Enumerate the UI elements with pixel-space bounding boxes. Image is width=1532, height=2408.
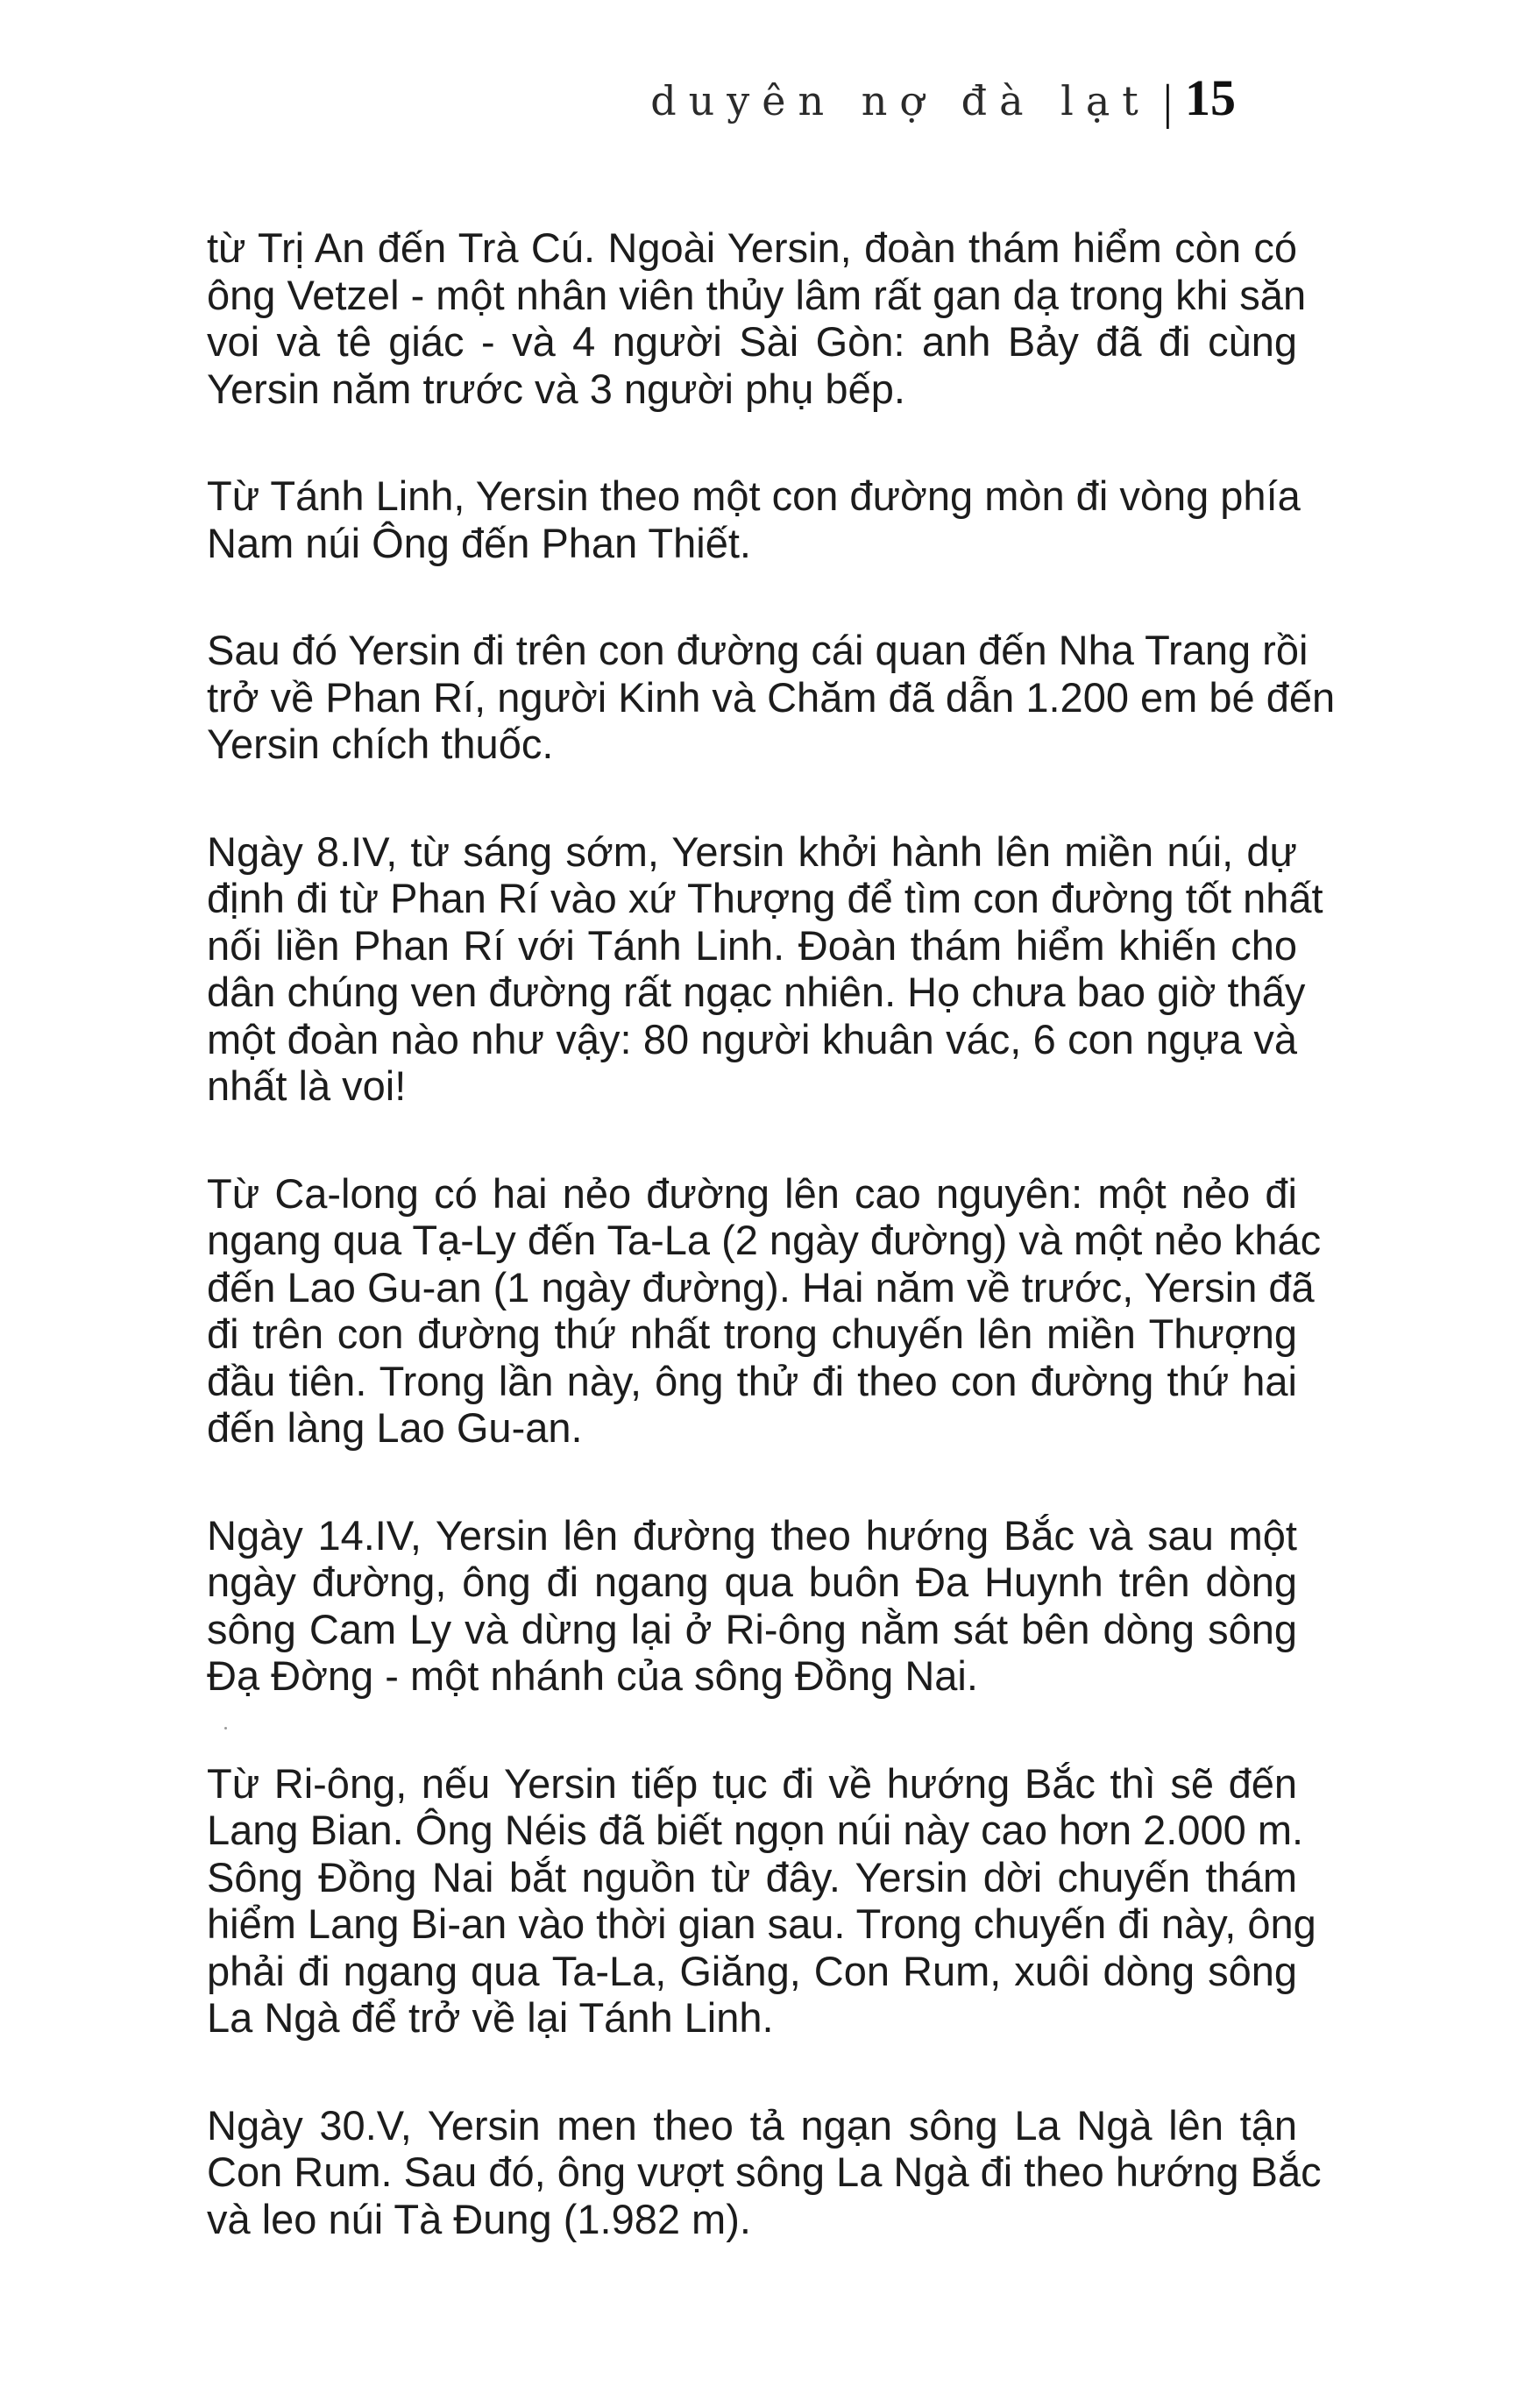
text-line: La Ngà để trở về lại Tánh Linh. <box>207 1994 774 2041</box>
text-line: trở về Phan Rí, người Kinh và Chăm đã dẫn 1.200 em bé đến <box>207 673 1336 721</box>
text-line: voi và tê giác - và 4 người Sài Gòn: anh Bảy đã đi cùng <box>207 318 1297 365</box>
text-line: ngang qua Tạ-Ly đến Ta-La (2 ngày đường) và một nẻo khác <box>207 1217 1322 1263</box>
text-line: Nam núi Ông đến Phan Thiết. <box>207 519 751 566</box>
text-line: ông Vetzel - một nhân viên thủy lâm rất gan dạ trong khi săn <box>207 271 1307 318</box>
paragraph-8 <box>207 2101 1322 2243</box>
text-line: Ngày 8.IV, từ sáng sớm, Yersin khởi hành lên miền núi, dự <box>207 828 1297 875</box>
paragraph-3 <box>207 627 1336 768</box>
text-line: hiểm Lang Bi-an vào thời gian sau. Trong chuyến đi này, ông <box>207 1900 1316 1947</box>
paragraph-5 <box>207 1169 1322 1452</box>
text-line: từ Trị An đến Trà Cú. Ngoài Yersin, đoàn thám hiểm còn có <box>207 224 1297 271</box>
text-line: nhất là voi! <box>207 1062 407 1109</box>
text-line: Yersin năm trước và 3 người phụ bếp. <box>207 365 905 412</box>
text-line: dân chúng ven đường rất ngạc nhiên. Họ chưa bao giờ thấy <box>207 969 1306 1015</box>
text-line: sông Cam Ly và dừng lại ở Ri-ông nằm sát bên dòng sông <box>207 1605 1297 1652</box>
text-line: Đạ Đờng - một nhánh của sông Đồng Nai. <box>207 1652 978 1699</box>
header-separator: | <box>1162 75 1173 130</box>
text-line: Từ Ca-long có hai nẻo đường lên cao nguyên: một nẻo đi <box>207 1169 1297 1217</box>
text-line: Yersin chích thuốc. <box>207 721 554 767</box>
paragraph-7 <box>207 1759 1316 2042</box>
text-line: nối liền Phan Rí với Tánh Linh. Đoàn thám hiểm khiến cho <box>207 921 1297 969</box>
text-line: một đoàn nào như vậy: 80 người khuân vác, 6 con ngựa và <box>207 1015 1297 1062</box>
text-line: Con Rum. Sau đó, ông vượt sông La Ngà đi theo hướng Bắc <box>207 2149 1322 2195</box>
text-line: Từ Tánh Linh, Yersin theo một con đường mòn đi vòng phía <box>207 472 1301 519</box>
paragraph-4 <box>207 828 1323 1110</box>
text-line: ngày đường, ông đi ngang qua buôn Đa Huynh trên dòng <box>207 1559 1297 1605</box>
text-line: đến làng Lao Gu-an. <box>207 1404 583 1451</box>
book-title: duyên nợ đà lạt <box>650 77 1151 124</box>
running-header <box>650 68 1236 130</box>
text-line: phải đi ngang qua Ta-La, Giăng, Con Rum, xuôi dòng sông <box>207 1947 1297 1994</box>
text-line: Lang Bian. Ông Néis đã biết ngọn núi này cao hơn 2.000 m. <box>207 1807 1304 1853</box>
text-line: Sông Đồng Nai bắt nguồn từ đây. Yersin dời chuyến thám <box>207 1853 1297 1900</box>
scan-speck <box>224 1727 227 1730</box>
paragraph-1 <box>207 224 1307 412</box>
text-line: đầu tiên. Trong lần này, ông thử đi theo con đường thứ hai <box>207 1357 1297 1404</box>
text-line: định đi từ Phan Rí vào xứ Thượng để tìm con đường tốt nhất <box>207 875 1323 921</box>
text-line: Từ Ri-ông, nếu Yersin tiếp tục đi về hướng Bắc thì sẽ đến <box>207 1759 1297 1807</box>
body-text <box>207 224 1336 2303</box>
paragraph-2 <box>207 472 1301 566</box>
text-line: đến Lao Gu-an (1 ngày đường). Hai năm về trước, Yersin đã <box>207 1263 1315 1311</box>
page-number: 15 <box>1185 69 1236 126</box>
paragraph-6 <box>207 1512 1297 1700</box>
text-line: đi trên con đường thứ nhất trong chuyến lên miền Thượng <box>207 1311 1297 1357</box>
text-line: Ngày 14.IV, Yersin lên đường theo hướng Bắc và sau một <box>207 1511 1297 1559</box>
text-line: Ngày 30.V, Yersin men theo tả ngạn sông La Ngà lên tận <box>207 2101 1297 2149</box>
text-line: Sau đó Yersin đi trên con đường cái quan đến Nha Trang rồi <box>207 627 1309 673</box>
text-line: và leo núi Tà Đung (1.982 m). <box>207 2195 751 2242</box>
